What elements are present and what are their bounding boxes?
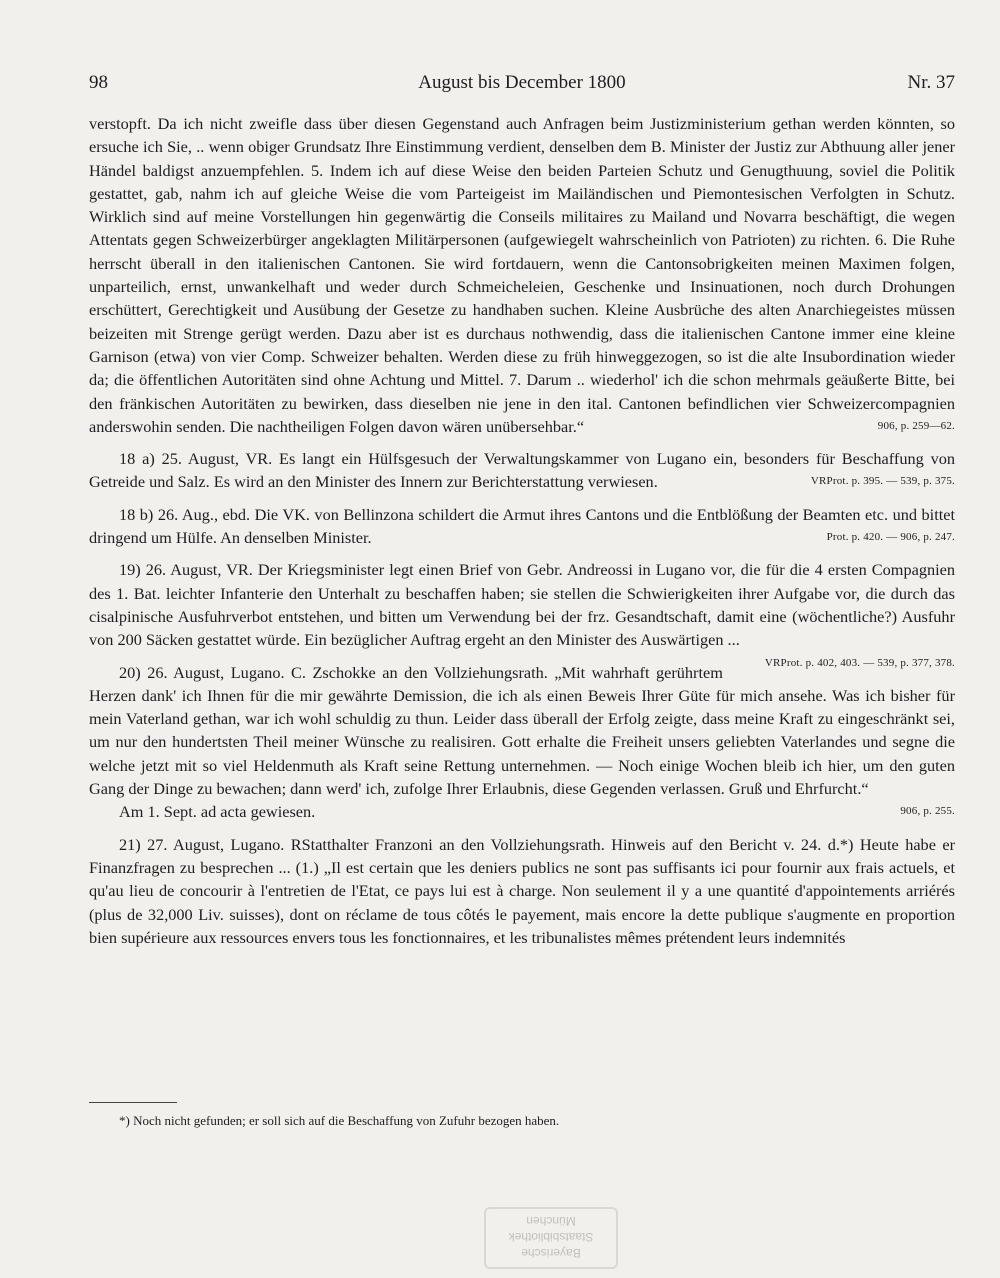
- archive-reference: VRProt. p. 402, 403. — 539, p. 377, 378.: [764, 656, 955, 669]
- paragraph-entry-18a: 18 a) 25. August, VR. Es langt ein Hülfsgesuch der Verwaltungskammer von Lugano ein, besonders für Beschaffung von Getreide und Salz. Es wird an den Minister des Innern zur Berichterstattung verwiesen. VRProt. p. 395. — 539, p. 375.: [89, 447, 955, 494]
- stamp-line: München: [526, 1214, 576, 1228]
- page-header: [89, 72, 955, 102]
- paragraph-entry-18b: 18 b) 26. Aug., ebd. Die VK. von Bellinzona schildert die Armut ihres Cantons und die Entblößung der Beamten etc. und bittet dringend um Hülfe. An denselben Minister. Prot. p. 420. — 906, p. 247.: [89, 503, 955, 550]
- document-number: Nr. 37: [907, 72, 955, 93]
- paragraph-entry-20: 20) 26. August, Lugano. C. Zschokke an den Vollziehungsrath. „Mit wahrhaft gerührtem Herzen dank' ich Ihnen für die mir gewährte Demission, die ich als einen Beweis Ihrer Güte für mich ansehe. Was ich bisher für mein Vaterland gethan, war ich wohl schuldig zu thun. Leider dass überall der Erfolg zeigte, dass meine Kraft zu eingeschränkt sei, um nur den hundertsten Theil meiner Wünsche zu realisiren. Gott erhalte die Freiheit unsers geliebten Vaterlandes und segne die welche jetzt mit so viel Heldenmuth als Kraft seine Rettung unternehmen. — Noch einige Wochen bleib ich hier, um den guten Gang der Dinge zu bewachen; dann werd' ich, zufolge Ihrer Erlaubnis, diese Gegenden verlassen. Gruß und Ehrfurcht.“: [89, 662, 955, 799]
- archive-reference: VRProt. p. 395. — 539, p. 375.: [810, 475, 955, 488]
- running-title: August bis December 1800: [418, 72, 626, 93]
- paragraph-entry-20-note: Am 1. Sept. ad acta gewiesen. 906, p. 255.: [89, 800, 955, 823]
- stamp-line: Bayerische: [521, 1246, 581, 1260]
- library-stamp: [484, 1207, 618, 1269]
- archive-reference: 906, p. 259—62.: [877, 419, 955, 432]
- archive-reference: 906, p. 255.: [900, 805, 955, 818]
- paragraph-continuation: verstopft. Da ich nicht zweifle dass über diesen Gegenstand auch Anfragen beim Justizministerium gethan werden könnten, so ersuche ich Sie, .. wenn obiger Grundsatz Ihre Einstimmung verdient, denselben dem B. Minister der Justiz zur Abthuung aller jener Händel baldigst anzuempfehlen. 5. Indem ich auf diese Weise den beiden Parteien Schutz und Genugthuung, soviel die Politik gestattet, gab, nahm ich auf gleiche Weise die vom Parteigeist im Mailändischen und Piemontesischen Verfolgten in Schutz. Wirklich sind auf meine Vorstellungen hin gegenwärtig die Conseils militaires zu Mailand und Novarra beschäftigt, die wegen Attentats gegen Schweizerbürger angeklagten Militärpersonen (aufgewiegelt wahrscheinlich von Patrioten) zu richten. 6. Die Ruhe herrscht überall in den italienischen Cantonen. Sie wird fortdauern, wenn die Cantonsobrigkeiten meinen Maximen folgen, unparteilich, ernst, unwankelhaft und weder durch Schmeicheleien, Geschenke und Insinuationen, noch durch Drohungen erschüttert, Gerechtigkeit und Ausübung der Gesetze zu handhaben suchen. Kleine Ausbrüche des alten Anarchiegeistes müssen beizeiten mit Strenge gerügt werden. Dazu aber ist es durchaus nothwendig, dass die italienischen Cantone immer eine kleine Garnison (etwa) von vier Comp. Schweizer behalten. Werden diese zu früh hinweggezogen, so ist die alte Insubordination wieder da; die öffentlichen Autoritäten sind ohne Achtung und Mittel. 7. Darum .. wiederhol' ich die schon mehrmals geäußerte Bitte, bei den fränkischen Autoritäten zu bewirken, dass dieselben nie jene in den ital. Cantonen befindlichen vier Schweizercompagnien anderswohin senden. Die nachtheiligen Folgen davon wären unübersehbar.“ 906, p. 259—62.: [89, 112, 955, 438]
- footnote-rule: [89, 1102, 177, 1103]
- paragraph-entry-21: 21) 27. August, Lugano. RStatthalter Franzoni an den Vollziehungsrath. Hinweis auf den Bericht v. 24. d.*) Heute habe er Finanzfragen zu besprechen ... (1.) „Il est certain que les deniers publics ne sont pas suffisants ici pour fournir aux frais actuels, et qu'au lieu de concourir à l'entretien de l'Etat, ce pays lui est à charge. Non seulement il y a une quantité d'appointements arriérés (plus de 32,000 Liv. suisses), dont on réclame de tous côtés le payement, mais encore la dette publique s'augmente en proportion bien supérieure aux ressources envers tous les fonctionnaires, et les tribunalistes mêmes prétendent leurs indemnités: [89, 834, 955, 947]
- archive-reference: Prot. p. 420. — 906, p. 247.: [826, 531, 955, 544]
- paragraph-entry-19: 19) 26. August, VR. Der Kriegsminister legt einen Brief von Gebr. Andreossi in Lugano vor, die für die 4 ersten Compagnien des 1. Bat. leichter Infanterie den Unterhalt zu beschaffen haben; sie stellen die Schwierigkeiten ihrer Aufgabe vor, die durch das cisalpinische Ausfuhrverbot entstehen, und bitten um Verwendung bei der frz. Gesandtschaft, damit eine (wöchentliche?) Ausfuhr von 200 Säcken gestattet würde. Ein bezüglicher Auftrag ergeht an den Minister des Auswärtigen ... VRProt. p. 402, 403. — 539, p. 377, 378.: [89, 558, 955, 651]
- stamp-line: Staatsbibliothek: [508, 1230, 594, 1244]
- page-number: 98: [89, 72, 108, 93]
- main-text: [89, 112, 955, 949]
- footnote: *) Noch nicht gefunden; er soll sich auf die Beschaffung von Zufuhr bezogen haben.: [119, 1113, 560, 1128]
